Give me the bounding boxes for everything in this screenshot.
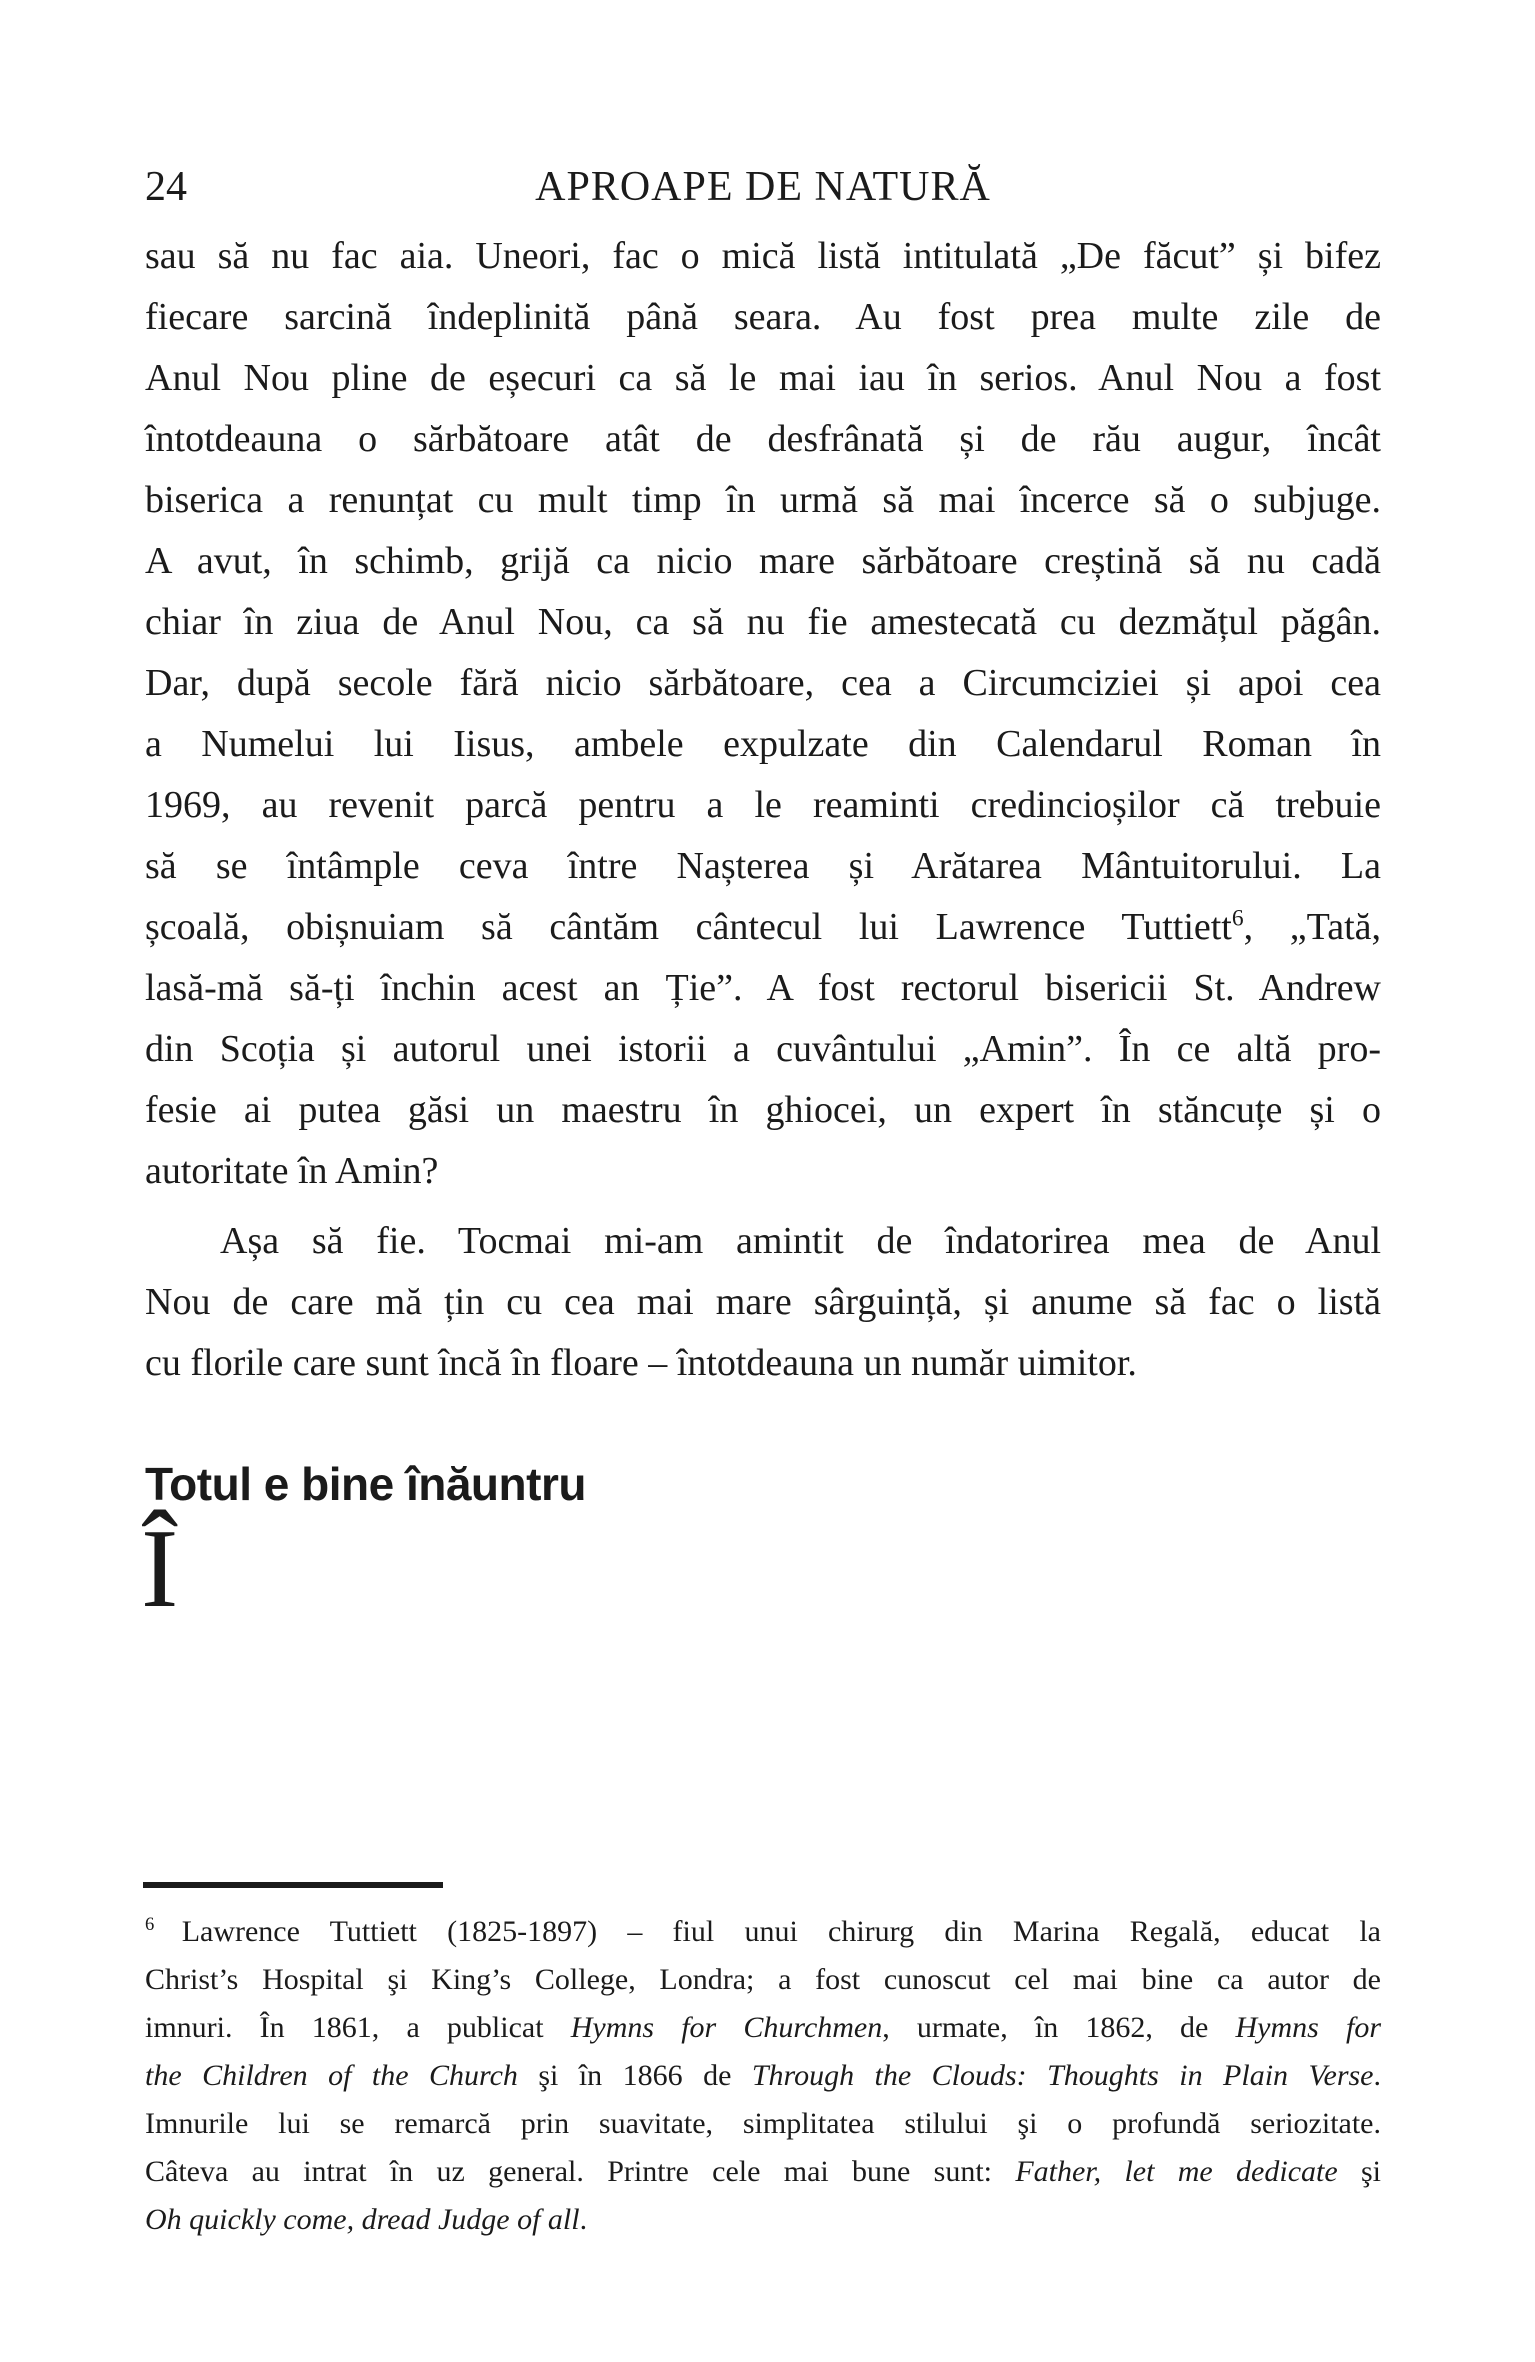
paragraph-1 xyxy=(145,226,1381,1202)
text-line: A avut, în schimb, grijă ca nicio mare sărbătoare creștină să nu cadă xyxy=(145,540,1381,582)
section-heading: Totul e bine înăuntru xyxy=(145,1458,586,1510)
running-title: APROAPE DE NATURĂ xyxy=(535,164,991,210)
text-line: fiecare sarcină îndeplinită până seara. Au fost prea multe zile de xyxy=(145,296,1381,338)
text-line: 1969, au revenit parcă pentru a le reaminti credincioșilor că trebuie xyxy=(145,784,1381,826)
text-line: Oh quickly come, dread Judge of all. xyxy=(145,2203,588,2236)
text-line: fesie ai putea găsi un maestru în ghiocei, un expert în stăncuțe și o xyxy=(145,1089,1381,1131)
text-line: să se întâmple ceva între Nașterea și Arătarea Mântuitorului. La xyxy=(145,845,1381,887)
page-number: 24 xyxy=(145,164,187,210)
text-line: Anul Nou pline de eșecuri ca să le mai iau în serios. Anul Nou a fost xyxy=(145,357,1381,399)
text-line: biserica a renunțat cu mult timp în urmă să mai încerce să o subjuge. xyxy=(145,479,1381,521)
footnote xyxy=(145,1908,1381,2244)
text-line: sau să nu fac aia. Uneori, fac o mică listă intitulată „De făcut” și bifez xyxy=(145,235,1381,277)
text-line: întotdeauna o sărbătoare atât de desfrânată și de rău augur, încât xyxy=(145,418,1381,460)
text-line: $^6$ Lawrence Tuttiett (1825-1897) – fiul unui chirurg din Marina Regală, educat la xyxy=(145,1914,1381,1948)
text-line: Așa să fie. Tocmai mi-am amintit de îndatorirea mea de Anul xyxy=(220,1220,1381,1262)
paragraph-2 xyxy=(145,1211,1381,1394)
text-line: cu florile care sunt încă în floare – întotdeauna un număr uimitor. xyxy=(145,1342,1137,1384)
text-line: the Children of the Church şi în 1866 de Through the Clouds: Thoughts in Plain Verse. xyxy=(145,2059,1381,2092)
text-line: Câteva au intrat în uz general. Printre cele mai bune sunt: Father, let me dedicate şi xyxy=(145,2155,1381,2188)
text-line: a Numelui lui Iisus, ambele expulzate din Calendarul Roman în xyxy=(145,723,1381,765)
text-line: imnuri. În 1861, a publicat Hymns for Churchmen, urmate, în 1862, de Hymns for xyxy=(145,2011,1381,2044)
text-column: 24 APROAPE DE NATURĂ sau să nu fac aia. Uneori, fac o mică listă intitulată „De făcut” și bifez fiecare sarcină îndeplinită până seara. Au fost prea multe zile de Anul Nou pline de eșecuri ca să le mai iau în serios. Anul Nou a fost întotdeauna o sărbătoare atât de desfrânată și de rău augur, încât biserica a renunțat cu mult timp în urmă să mai încerce să o subjuge. A avut, în schimb, grijă ca nicio mare sărbătoare creștină să nu cadă chiar în ziua de Anul Nou, ca să nu fie amestecată cu dezmățul păgân. Dar, după secole fără nicio sărbătoare, cea a Circumciziei și apoi cea a Numelui lui Iisus, ambele expulzate din Calendarul Roman în 1969, au revenit parcă pentru a le reaminti credincioșilor că trebuie să se întâmple ceva între Nașterea și Arătarea Mântuitorului. La școală, obișnuiam să cântăm cântecul lui Lawrence Tuttiett$^6$, „Tată, lasă-mă să-ți închin acest an Ție”. A fost rectorul bisericii St. Andrew din Scoția și autorul unei istorii a cuvântului „Amin”. În ce altă pro- fesie ai putea găsi un maestru în ghiocei, un expert în stăncuțe și o autoritate în Amin? Așa să fie. Tocmai mi-am amintit de îndatorirea mea de Anul Nou de care mă țin cu cea mai mare sârguință, și anume să fac o listă cu florile care sunt încă în floare – întotdeauna un număr uimitor. Totul e bine înăuntru Î $^6$ Lawrence Tuttiett (1825-1897) – fiul unui chirurg din Marina Regală, educat la Christ’s Hospital şi King’s College, Londra; a fost cunoscut cel mai bine ca autor de imnuri. În 1861, a publicat Hymns for Churchmen, urmate, în 1862, de Hymns for the Children of the Church şi în 1866 de Through the Clouds: Thoughts in Plain Verse. Imnurile lui se remarcă prin suavitate, simplitatea stilului şi o profundă seriozitate. Câteva au intrat în uz general. Printre cele mai bune sunt: Father, let me dedicate şi Oh quickly come, dread Judge of all. xyxy=(145,0,1381,2362)
text-line: autoritate în Amin? xyxy=(145,1150,439,1192)
footnote-divider xyxy=(143,1882,443,1888)
text-line: școală, obișnuiam să cântăm cântecul lui Lawrence Tuttiett$^6$, „Tată, xyxy=(145,905,1382,948)
text-line: Christ’s Hospital şi King’s College, Londra; a fost cunoscut cel mai bine ca autor de xyxy=(145,1963,1381,1996)
running-head xyxy=(145,164,1381,212)
text-line: chiar în ziua de Anul Nou, ca să nu fie amestecată cu dezmățul păgân. xyxy=(145,601,1381,643)
text-line: Dar, după secole fără nicio sărbătoare, cea a Circumciziei și apoi cea xyxy=(145,662,1381,704)
text-line: din Scoția și autorul unei istorii a cuvântului „Amin”. În ce altă pro- xyxy=(145,1028,1381,1070)
text-line: lasă-mă să-ți închin acest an Ție”. A fost rectorul bisericii St. Andrew xyxy=(145,967,1381,1009)
text-line: Imnurile lui se remarcă prin suavitate, simplitatea stilului şi o profundă seriozitate. xyxy=(145,2107,1381,2140)
text-line: Nou de care mă țin cu cea mai mare sârguință, și anume să fac o listă xyxy=(145,1281,1381,1323)
